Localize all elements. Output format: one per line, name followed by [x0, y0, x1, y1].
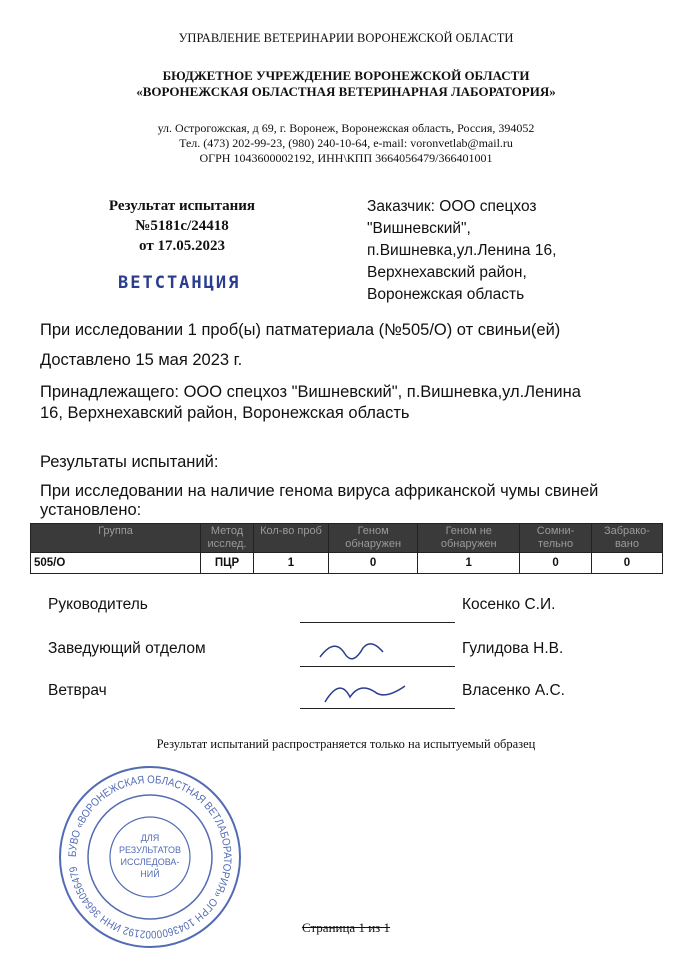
svg-text:РЕЗУЛЬТАТОВ: РЕЗУЛЬТАТОВ: [118, 845, 182, 855]
customer-line: Верхнехавский район,: [367, 264, 527, 281]
address: ул. Острогожская, д 69, г. Воронеж, Воронежская область, Россия, 394052: [157, 121, 535, 135]
delivered-text: Доставлено 15 мая 2023 г.: [40, 351, 243, 369]
svg-text:НИЙ: НИЙ: [140, 869, 160, 879]
signature-scribble: [325, 686, 405, 702]
organization-contacts: [0, 121, 692, 166]
result-title: Результат испытания: [108, 198, 256, 214]
vet-station-stamp: ВЕТСТАНЦИЯ: [118, 273, 241, 293]
results-table: [30, 523, 663, 574]
table-header-row: [31, 524, 663, 553]
signature-role: Ветврач: [48, 682, 107, 699]
registration-ids: ОГРН 1043600002192, ИНН\КПП 3664056479/366401001: [199, 151, 493, 165]
customer-block: [367, 196, 647, 306]
signature-role: Руководитель: [48, 596, 148, 613]
cell-group: 505/О: [31, 553, 201, 574]
signatures-handwritten: [310, 632, 450, 712]
results-heading: Результаты испытаний:: [40, 453, 219, 471]
study-text: При исследовании 1 проб(ы) патматериала (№505/О) от свиньи(ей): [40, 321, 561, 339]
seal-ring-text: БУВО «ВОРОНЕЖСКАЯ ОБЛАСТНАЯ ВЕТЛАБОРАТОРИЯ» ОГРН 1043600002192 ИНН 3664056479: [66, 773, 234, 941]
signature-role: Заведующий отделом: [48, 640, 206, 657]
signature-name: Косенко С.И.: [462, 596, 556, 613]
authority-name: УПРАВЛЕНИЕ ВЕТЕРИНАРИИ ВОРОНЕЖСКОЙ ОБЛАСТИ: [178, 31, 514, 45]
org-line-2: «ВОРОНЕЖСКАЯ ОБЛАСТНАЯ ВЕТЕРИНАРНАЯ ЛАБОРАТОРИЯ»: [136, 84, 556, 99]
col-group: Группа: [31, 524, 201, 553]
owner-text: Принадлежащего: ООО спецхоз "Вишневский", п.Вишневка,ул.Ленина 16, Верхнехавский район, Воронежская область: [40, 383, 581, 422]
customer-line: Воронежская область: [367, 286, 525, 303]
disclaimer: Результат испытаний распространяется только на испытуемый образец: [156, 737, 536, 751]
seal-center-text: [119, 833, 181, 879]
result-date: от 17.05.2023: [139, 238, 225, 254]
signature-name: Власенко А.С.: [462, 682, 565, 699]
organization-name: [0, 68, 692, 100]
result-block: [62, 196, 302, 256]
org-line-1: БЮДЖЕТНОЕ УЧРЕЖДЕНИЕ ВОРОНЕЖСКОЙ ОБЛАСТИ: [162, 68, 530, 83]
cell-method: ПЦР: [201, 553, 254, 574]
signature-name: Гулидова Н.В.: [462, 640, 564, 657]
cell-doubtful: 0: [520, 553, 592, 574]
col-detected: Геном обнаружен: [329, 524, 418, 553]
customer-line: п.Вишневка,ул.Ленина 16,: [367, 242, 557, 259]
col-doubtful: Сомни-тельно: [520, 524, 592, 553]
cell-samples: 1: [254, 553, 329, 574]
cell-rejected: 0: [591, 553, 662, 574]
finding-text: При исследовании на наличие генома вируса африканской чумы свиней установлено:: [40, 482, 599, 519]
table-row: [31, 553, 663, 574]
signature-scribble: [320, 644, 383, 659]
svg-text:ИССЛЕДОВА-: ИССЛЕДОВА-: [120, 857, 180, 867]
col-method: Метод исслед.: [201, 524, 254, 553]
customer-line: Заказчик: ООО спецхоз: [367, 198, 537, 215]
cell-not-detected: 1: [418, 553, 520, 574]
col-rejected: Забрако-вано: [591, 524, 662, 553]
col-not-detected: Геном не обнаружен: [418, 524, 520, 553]
contacts: Тел. (473) 202-99-23, (980) 240-10-64, e-mail: voronvetlab@mail.ru: [179, 136, 513, 150]
page-number: Страница 1 из 1: [301, 920, 391, 935]
signature-line: [300, 622, 455, 623]
svg-text:ДЛЯ: ДЛЯ: [140, 833, 160, 843]
cell-detected: 0: [329, 553, 418, 574]
col-samples: Кол-во проб: [254, 524, 329, 553]
result-number: №5181с/24418: [135, 218, 229, 234]
customer-line: "Вишневский",: [367, 220, 471, 237]
